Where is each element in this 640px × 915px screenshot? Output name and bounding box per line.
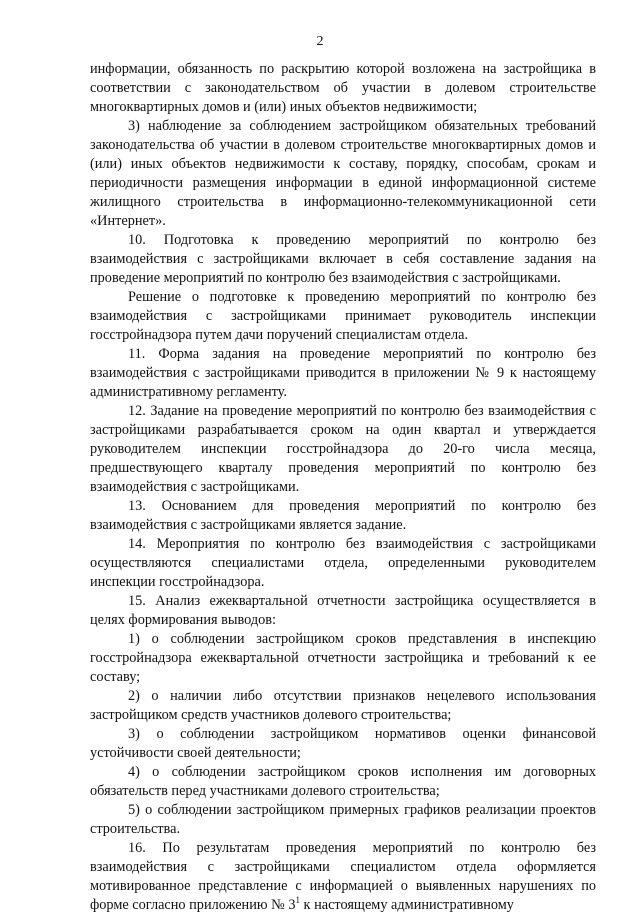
paragraph: 12. Задание на проведение мероприятий по контролю без взаимодействия с застройщиками разрабатывается сроком на один квартал и утверждается руководителем инспекции госстройнадзора до 20-го числа месяца, предшествующего кварталу проведения мероприятий по контролю без взаимодействия с застройщиками. <box>90 403 596 495</box>
paragraph: информации, обязанность по раскрытию которой возложена на застройщика в соответствии с законодательством об участии в долевом строительстве многоквартирных домов и (или) иных объектов недвижимости; <box>90 61 596 115</box>
page-number: 2 <box>316 34 324 49</box>
paragraph-last <box>90 839 596 915</box>
paragraph: 3) наблюдение за соблюдением застройщиком обязательных требований законодательства об участии в долевом строительстве многоквартирных домов и (или) иных объектов недвижимости к составу, порядку, способам, срокам и периодичности размещения информации в единой информационной системе жилищного строительства в информационно-телекоммуникационной сети «Интернет». <box>90 118 596 229</box>
list-item: 3) о соблюдении застройщиком нормативов оценки финансовой устойчивости своей деятельности; <box>90 726 596 761</box>
list-item: 4) о соблюдении застройщиком сроков исполнения им договорных обязательств перед участниками долевого строительства; <box>90 764 596 799</box>
paragraph: 11. Форма задания на проведение мероприятий по контролю без взаимодействия с застройщиками приводится в приложении № 9 к настоящему административному регламенту. <box>90 346 596 400</box>
paragraph: 13. Основанием для проведения мероприятий по контролю без взаимодействия с застройщиками является задание. <box>90 498 596 533</box>
list-item: 5) о соблюдении застройщиком примерных графиков реализации проектов строительства. <box>90 802 596 837</box>
paragraph: 15. Анализ ежеквартальной отчетности застройщика осуществляется в целях формирования выводов: <box>90 593 596 628</box>
paragraph-text: 16. По результатам проведения мероприятий по контролю без взаимодействия с застройщиками специалистом отдела оформляется мотивированное представление с информацией о выявленных нарушениях по форме согласно приложению № 3 <box>90 840 596 913</box>
paragraph: Решение о подготовке к проведению мероприятий по контролю без взаимодействия с застройщиками принимает руководитель инспекции госстройнадзора путем дачи поручений специалистам отдела. <box>90 289 596 343</box>
appendix-superscript: 1 <box>295 895 300 905</box>
paragraph-text-tail: к настоящему административному <box>299 897 514 913</box>
document-body <box>90 60 596 915</box>
paragraph: 10. Подготовка к проведению мероприятий по контролю без взаимодействия с застройщиками включает в себя составление задания на проведение мероприятий по контролю без взаимодействия с застройщиками. <box>90 232 596 286</box>
paragraph: 14. Мероприятия по контролю без взаимодействия с застройщиками осуществляются специалистами отдела, определенными руководителем инспекции госстройнадзора. <box>90 536 596 590</box>
list-item: 1) о соблюдении застройщиком сроков представления в инспекцию госстройнадзора ежеквартальной отчетности застройщика и требований к ее составу; <box>90 631 596 685</box>
list-item: 2) о наличии либо отсутствии признаков нецелевого использования застройщиком средств участников долевого строительства; <box>90 688 596 723</box>
